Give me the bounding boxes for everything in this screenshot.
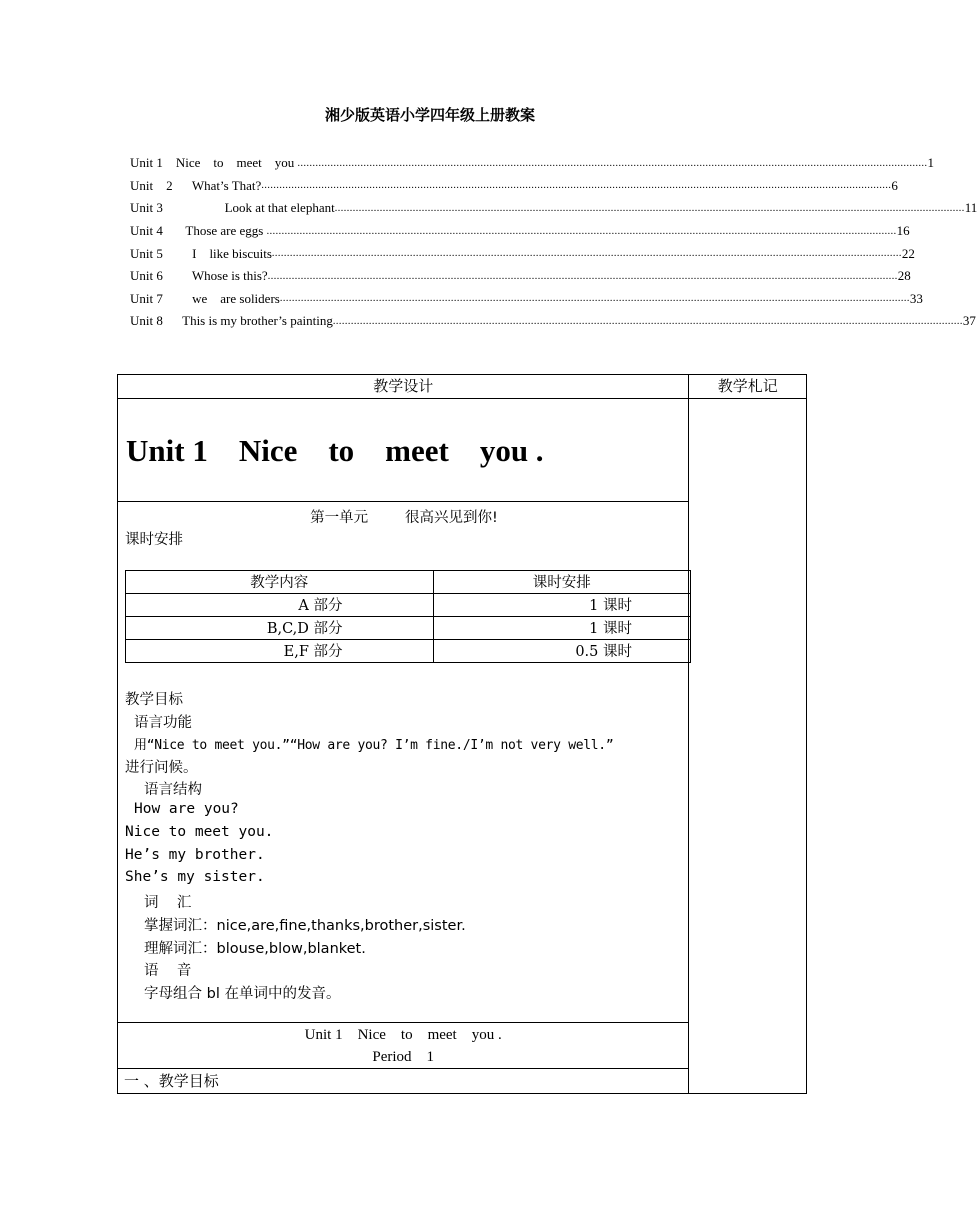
toc-label: Unit 8 This is my brother’s painting [130,313,333,329]
toc-label: Unit 5 I like biscuits [130,245,272,261]
toc-entry[interactable] [130,265,911,288]
table-of-contents [130,152,977,333]
toc-label: Unit 3 Look at that elephant [130,200,335,216]
toc-page: 1 [927,155,935,171]
notes-column[interactable] [689,399,807,1094]
period-title: Unit 1 Nice to meet you . [304,1027,502,1043]
phonics-text: 字母组合 bl 在单词中的发音。 [144,986,341,1002]
schedule-table [125,570,691,663]
toc-leader: .................................................................................................................................................................................................................. [267,270,898,282]
toc-page: 33 [909,290,923,306]
unit-title-cell [118,399,689,502]
function-text: 用“Nice to meet you.”“How are you? I’m fine./I’m not very well.” [134,738,614,753]
phonics-label: 语 音 [144,963,192,979]
unit-title: Unit 1 Nice to meet you . [126,433,544,468]
lesson-plan-table [117,374,807,1094]
notes-column-header: 教学札记 [689,375,807,399]
vocab-master: 掌握词汇：nice,are,fine,thanks,brother,sister. [144,918,466,934]
toc-page: 6 [891,177,898,193]
period-heading-cell [118,1023,689,1069]
toc-page: 28 [897,268,911,284]
toc-entry[interactable] [130,197,977,220]
toc-label: Unit 1 Nice to meet you [130,155,298,171]
toc-leader: .................................................................................................................................................................................................................. [332,315,963,327]
schedule-cell: 1 课时 [433,594,691,617]
schedule-cell: A 部分 [126,594,434,617]
vocab-label: 词 汇 [144,895,192,911]
toc-page: 16 [896,223,910,239]
structure-line: Nice to meet you. [125,824,274,840]
structure-line: How are you? [134,801,239,817]
function-label: 语言功能 [134,715,192,731]
toc-entry[interactable] [130,220,910,243]
schedule-label: 课时安排 [125,532,183,548]
toc-page: 22 [901,245,915,261]
schedule-cell: E,F 部分 [126,640,434,663]
schedule-cell: B,C,D 部分 [126,617,434,640]
toc-page: 37 [962,313,976,329]
schedule-header: 课时安排 [433,571,691,594]
schedule-cell: 1 课时 [433,617,691,640]
structure-line: She’s my sister. [125,869,265,885]
toc-entry[interactable] [130,242,915,265]
toc-entry[interactable] [130,175,898,198]
toc-leader: .................................................................................................................................................................................................................. [271,248,902,260]
toc-label: Unit 2 What’s That? [130,177,262,193]
toc-leader: .................................................................................................................................................................................................................. [334,202,965,214]
section-heading: 第一单元 很高兴见到你! [310,510,498,526]
schedule-cell: 0.5 课时 [433,640,691,663]
period-number: Period 1 [372,1049,435,1065]
goals-label: 教学目标 [125,692,183,708]
toc-leader: .................................................................................................................................................................................................................. [261,180,892,192]
toc-entry[interactable] [130,288,923,311]
toc-entry[interactable] [130,310,976,333]
schedule-header: 教学内容 [126,571,434,594]
toc-label: Unit 6 Whose is this? [130,268,268,284]
toc-leader: .................................................................................................................................................................................................................. [279,293,910,305]
structure-line: He’s my brother. [125,847,265,863]
toc-entry[interactable] [130,152,935,175]
toc-leader: .................................................................................................................................................................................................................. [266,225,897,237]
toc-label: Unit 7 we are soliders [130,290,280,306]
function-text-cont: 进行问候。 [125,760,198,776]
toc-leader: .................................................................................................................................................................................................................. [297,157,928,169]
teaching-goals-heading: 一 、教学目标 [118,1069,689,1094]
document-title: 湘少版英语小学四年级上册教案 [324,106,535,124]
toc-page: 11 [964,200,977,216]
toc-label: Unit 4 Those are eggs [130,223,267,239]
unit-overview-cell [118,502,689,1023]
vocab-understand: 理解词汇：blouse,blow,blanket. [144,941,366,957]
design-column-header: 教学设计 [118,375,689,399]
structure-label: 语言结构 [144,782,202,798]
